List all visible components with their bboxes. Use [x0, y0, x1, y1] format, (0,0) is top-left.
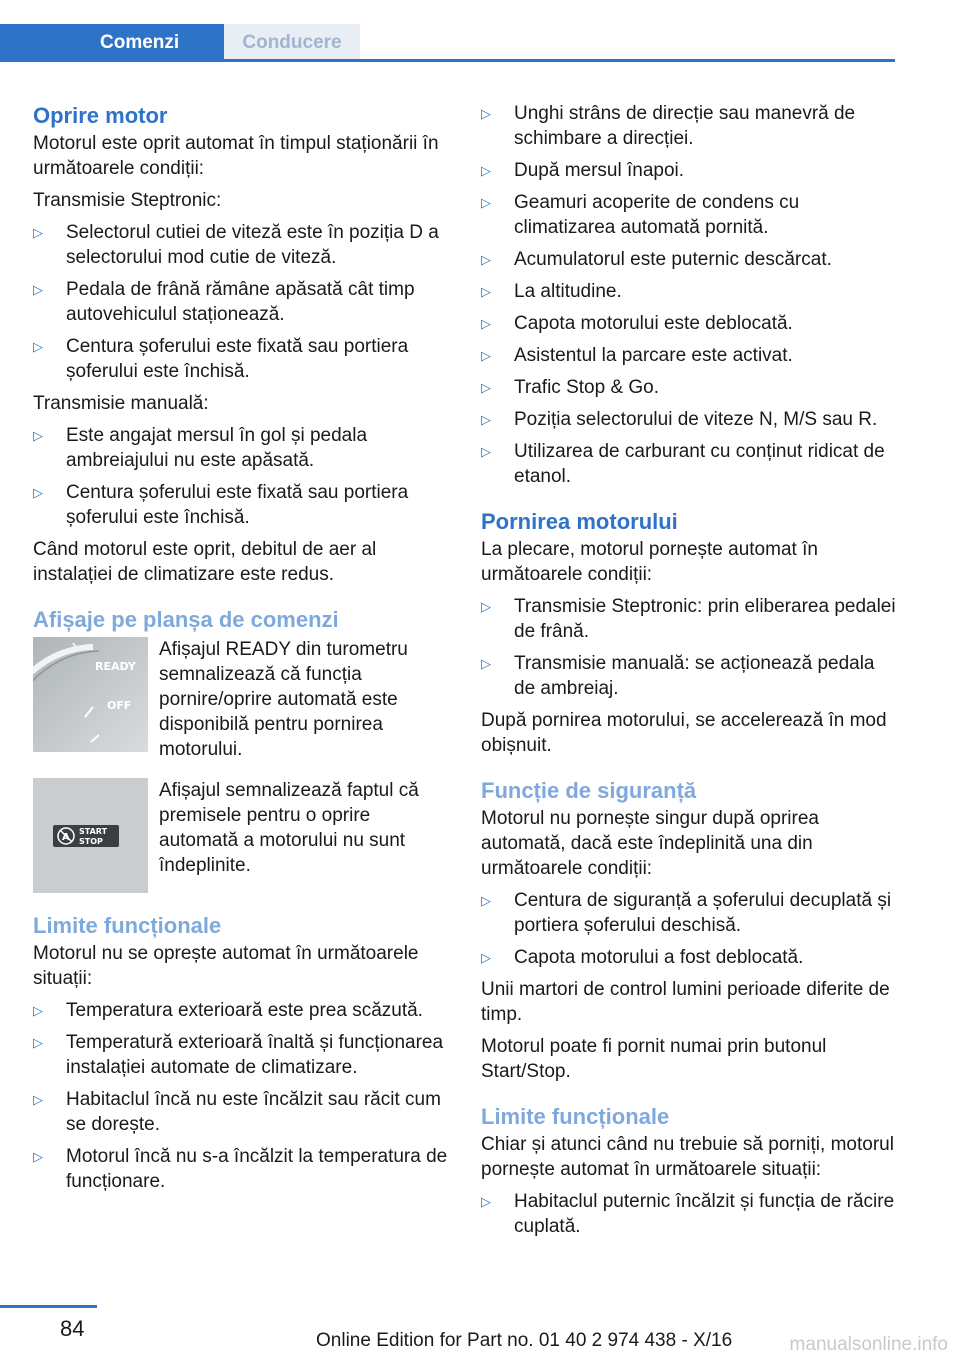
ready-label: READY [95, 660, 136, 673]
list-item: ▷ Capota motorului a fost deblocată. [481, 947, 804, 968]
list-item: ▷ Capota motorului este deblocată. [481, 313, 793, 334]
page-number: 84 [60, 1316, 85, 1341]
section-afisaje [33, 605, 449, 893]
triangle-bullet-icon: ▷ [33, 339, 43, 354]
bullet-list [481, 1189, 897, 1239]
section-title: Funcție de siguranță [481, 778, 697, 803]
list-item: ▷ Este angajat mersul în gol și pedala ambreiajului nu este apăsată. [33, 425, 368, 471]
triangle-bullet-icon: ▷ [481, 252, 491, 267]
paragraph: Unii martori de control lumini perioade diferite de timp. [481, 979, 890, 1025]
paragraph: Când motorul este oprit, debitul de aer al instalației de climatizare este redus. [33, 539, 377, 585]
triangle-bullet-icon: ▷ [33, 1035, 43, 1050]
auto-letter: A [62, 832, 70, 843]
section-title: Limite funcționale [33, 913, 222, 938]
paragraph: Transmisie manuală: [33, 393, 209, 414]
bullet-list [33, 220, 449, 384]
left-column [33, 101, 449, 1201]
bullet-list [33, 423, 449, 530]
list-item: ▷ Temperatura exterioară este prea scăzută. [33, 1000, 423, 1021]
section-limite-functionale [33, 911, 449, 1194]
watermark: manualsonline.info [789, 1334, 948, 1355]
list-item: ▷ Motorul încă nu s-a încălzit la temperatura de funcționare. [33, 1146, 448, 1192]
triangle-bullet-icon: ▷ [481, 893, 491, 908]
triangle-bullet-icon: ▷ [33, 485, 43, 500]
list-item: ▷ Habitaclul încă nu este încălzit sau răcit cum se dorește. [33, 1089, 441, 1135]
section-title: Afișaje pe planșa de comenzi [33, 607, 339, 632]
list-item: ▷ Habitaclul puternic încălzit și funcția de răcire cuplată. [481, 1191, 895, 1237]
triangle-bullet-icon: ▷ [33, 1003, 43, 1018]
triangle-bullet-icon: ▷ [33, 282, 43, 297]
triangle-bullet-icon: ▷ [481, 284, 491, 299]
triangle-bullet-icon: ▷ [481, 656, 491, 671]
triangle-bullet-icon: ▷ [33, 428, 43, 443]
image-row-start-stop [33, 778, 449, 893]
section-title: Oprire motor [33, 103, 168, 128]
bullet-list [481, 101, 897, 489]
list-item: ▷ Utilizarea de carburant cu conținut ridicat de etanol. [481, 441, 885, 487]
triangle-bullet-icon: ▷ [481, 316, 491, 331]
list-item: ▷ După mersul înapoi. [481, 160, 685, 181]
triangle-bullet-icon: ▷ [33, 225, 43, 240]
triangle-bullet-icon: ▷ [481, 599, 491, 614]
triangle-bullet-icon: ▷ [481, 444, 491, 459]
bullet-list [481, 594, 897, 701]
section-limite-functionale-2 [481, 1102, 897, 1239]
list-item: ▷ Transmisie manuală: se acționează pedala de ambreiaj. [481, 653, 875, 699]
triangle-bullet-icon: ▷ [481, 348, 491, 363]
paragraph: Motorul poate fi pornit numai prin butonul Start/Stop. [481, 1036, 827, 1082]
list-item: ▷ Geamuri acoperite de condens cu climatizarea automată pornită. [481, 192, 800, 238]
paragraph: Chiar și atunci când nu trebuie să porniți, motorul pornește automat în următoarele situații: [481, 1134, 894, 1180]
footer-rule [0, 1305, 97, 1308]
triangle-bullet-icon: ▷ [481, 412, 491, 427]
list-item: ▷ Asistentul la parcare este activat. [481, 345, 793, 366]
list-item: ▷ Selectorul cutiei de viteză este în poziția D a selectorului mod cutie de viteză. [33, 222, 439, 268]
list-item: ▷ Temperatură exterioară înaltă și funcționarea instalației automate de climatizare. [33, 1032, 444, 1078]
start-label: START [79, 827, 108, 836]
list-item: ▷ Acumulatorul este puternic descărcat. [481, 249, 832, 270]
paragraph: La plecare, motorul pornește automat în următoarele condiții: [481, 539, 818, 585]
triangle-bullet-icon: ▷ [481, 950, 491, 965]
section-title: Limite funcționale [481, 1104, 670, 1129]
triangle-bullet-icon: ▷ [33, 1092, 43, 1107]
triangle-bullet-icon: ▷ [481, 195, 491, 210]
edition-note: Online Edition for Part no. 01 40 2 974 438 - X/16 [316, 1330, 733, 1351]
image-row-ready [33, 637, 449, 762]
paragraph: După pornirea motorului, se accelerează în mod obișnuit. [481, 710, 887, 756]
paragraph: Transmisie Steptronic: [33, 190, 222, 211]
paragraph: Motorul nu se oprește automat în următoarele situații: [33, 943, 419, 989]
image-caption: Afișajul semnalizează faptul că premisele pentru o oprire automată a motorului nu sunt îndeplinite. [159, 780, 419, 876]
stop-label: STOP [79, 837, 103, 846]
tab-underline [0, 59, 895, 62]
section-functie-siguranta [481, 776, 897, 1084]
triangle-bullet-icon: ▷ [33, 1149, 43, 1164]
section-pornirea-motorului [481, 507, 897, 758]
tab-comenzi[interactable]: Comenzi [0, 24, 224, 62]
list-item: ▷ Unghi strâns de direcție sau manevră de schimbare a direcției. [481, 103, 856, 149]
list-item: ▷ La altitudine. [481, 281, 622, 302]
tab-conducere[interactable]: Conducere [224, 24, 360, 62]
list-item: ▷ Pedala de frână rămâne apăsată cât timp autovehiculul staționează. [33, 279, 415, 325]
paragraph: Motorul este oprit automat în timpul staționării în următoarele condiții: [33, 133, 439, 179]
list-item: ▷ Centura de siguranță a șoferului decuplată și portiera șoferului deschisă. [481, 890, 892, 936]
triangle-bullet-icon: ▷ [481, 380, 491, 395]
list-item: ▷ Trafic Stop & Go. [481, 377, 660, 398]
tachometer-ready-image [33, 637, 148, 752]
section-oprire-motor [33, 101, 449, 587]
triangle-bullet-icon: ▷ [481, 106, 491, 121]
off-label: OFF [107, 699, 132, 712]
bullet-list [481, 888, 897, 970]
bullet-list [33, 998, 449, 1194]
chapter-tab-bar [0, 24, 895, 62]
section-title: Pornirea motorului [481, 509, 678, 534]
list-item: ▷ Centura șoferului este fixată sau portiera șoferului este închisă. [33, 336, 409, 382]
list-item: ▷ Transmisie Steptronic: prin eliberarea pedalei de frână. [481, 596, 896, 642]
image-caption: Afișajul READY din turometru semnalizează că funcția pornire/oprire automată este disponibilă pentru pornirea motorului. [159, 639, 408, 760]
right-column [481, 101, 897, 1246]
triangle-bullet-icon: ▷ [481, 163, 491, 178]
list-item: ▷ Poziția selectorului de viteze N, M/S sau R. [481, 409, 878, 430]
paragraph: Motorul nu pornește singur după oprirea automată, dacă este îndeplinită una din următoarele condiții: [481, 808, 819, 879]
triangle-bullet-icon: ▷ [481, 1194, 491, 1209]
start-stop-indicator-image [33, 778, 148, 893]
list-item: ▷ Centura șoferului este fixată sau portiera șoferului este închisă. [33, 482, 409, 528]
